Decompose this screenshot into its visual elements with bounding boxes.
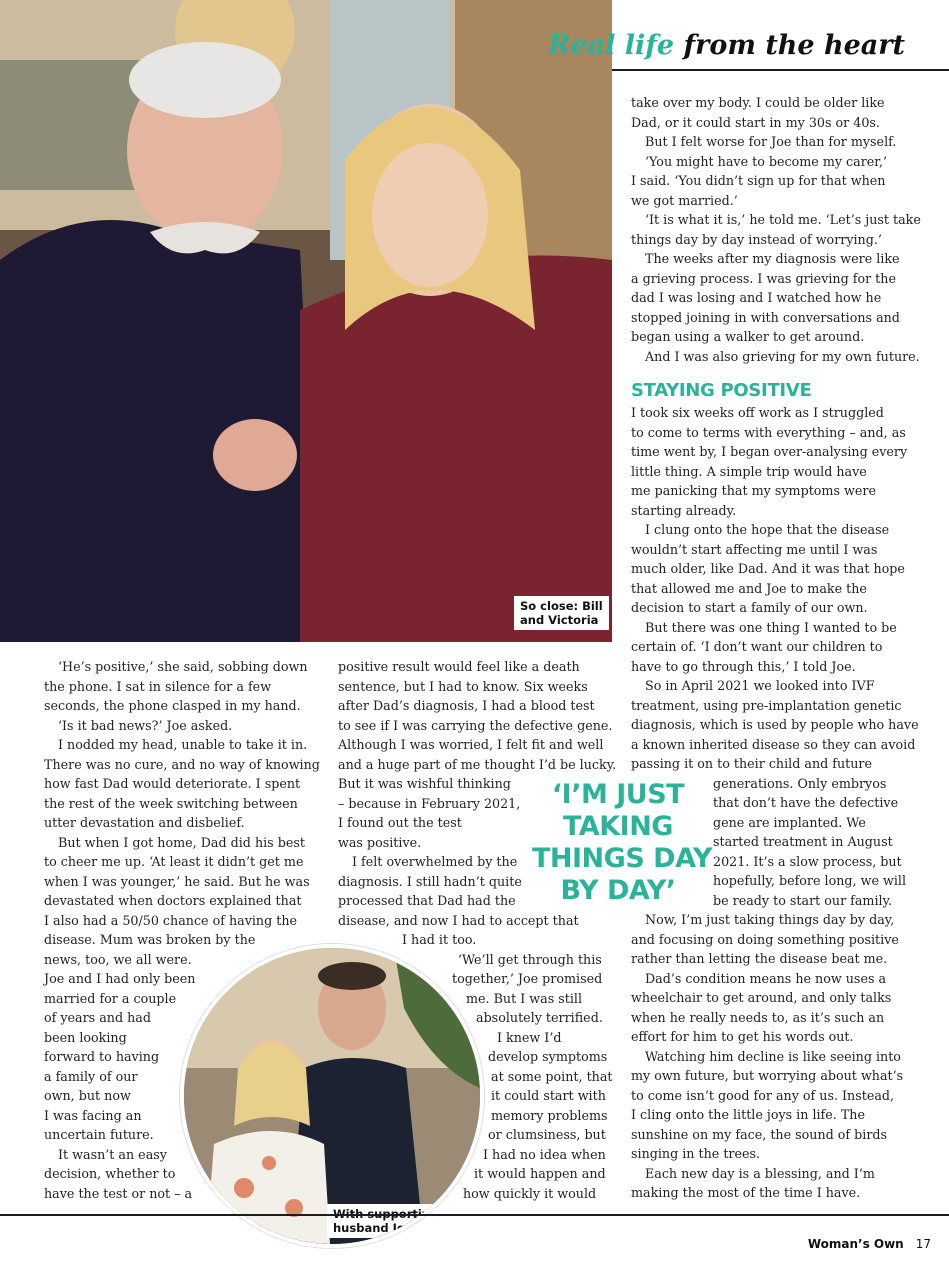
body-text-line: I clung onto the hope that the disease — [645, 522, 890, 537]
body-text-line: I cling onto the little joys in life. The — [631, 1107, 865, 1122]
body-text-line: at some point, that — [491, 1068, 613, 1084]
body-text-line: disease, and now I had to accept that — [338, 912, 579, 928]
body-text-line: ‘You might have to become my carer,’ — [645, 153, 888, 169]
body-text-line: But it was wishful thinking — [338, 776, 511, 791]
body-text-line: Joe and I had only been — [44, 971, 196, 986]
body-text-line: together,’ Joe promised — [452, 971, 603, 986]
body-text-line: certain of. ‘I don’t want our children to — [631, 639, 883, 654]
body-text-line: devastated when doctors explained that — [44, 893, 302, 908]
body-text-line: of years and had — [44, 1010, 151, 1025]
body-text-line: news, too, we all were. — [44, 951, 192, 967]
body-text-line: and focusing on doing something positive — [631, 931, 899, 947]
body-text-line: wheelchair to get around, and only talks — [631, 990, 892, 1005]
inset-photo-illustration — [184, 948, 480, 1244]
body-text-line: rather than letting the disease beat me. — [631, 951, 888, 966]
body-text-line: The weeks after my diagnosis were like — [645, 251, 900, 266]
body-text-line: Dad’s condition means he now uses a — [645, 970, 887, 986]
inset-photo — [180, 944, 484, 1248]
body-text-line: time went by, I began over-analysing every — [631, 444, 908, 459]
body-text-line: it could start with — [491, 1088, 606, 1103]
body-text-line: things day by day instead of worrying.’ — [631, 231, 882, 247]
body-text-line: I felt overwhelmed by the — [352, 854, 518, 869]
body-text-line: I had it too. — [402, 932, 477, 947]
body-text-line: the rest of the week switching between — [44, 795, 298, 811]
main-photo-caption — [514, 596, 609, 630]
body-text-line: me panicking that my symptoms were — [631, 483, 876, 498]
body-text-line: ‘Is it bad news?’ Joe asked. — [58, 717, 233, 733]
body-text-line: that don’t have the defective — [713, 795, 899, 810]
body-text-line: was positive. — [338, 834, 422, 850]
body-text-line: It wasn’t an easy — [58, 1146, 167, 1162]
body-text-line: own, but now — [44, 1088, 131, 1103]
body-text-line: my own future, but worrying about what’s — [631, 1068, 904, 1083]
main-photo-illustration — [0, 0, 612, 642]
body-text-line: I said. ‘You didn’t sign up for that when — [631, 173, 886, 188]
main-photo-caption-line: So close: Bill — [520, 599, 603, 613]
body-text-line: – because in February 2021, — [338, 795, 521, 811]
body-text-line: a grieving process. I was grieving for the — [631, 270, 896, 286]
body-text-line: treatment, using pre-implantation genetic — [631, 697, 902, 713]
body-text-line: positive result would feel like a death — [338, 659, 580, 674]
body-text-line: gene are implanted. We — [713, 814, 866, 830]
body-text-line: forward to having — [44, 1049, 160, 1064]
body-text-line: and a huge part of me thought I’d be lucky. — [338, 756, 617, 772]
body-text-line: So in April 2021 we looked into IVF — [645, 678, 875, 693]
body-text-line: disease. Mum was broken by the — [44, 932, 256, 947]
body-text-line: And I was also grieving for my own future. — [645, 348, 920, 364]
body-text-line: memory problems — [491, 1107, 608, 1123]
body-text-line: I nodded my head, unable to take it in. — [58, 737, 308, 752]
body-text-line: much older, like Dad. And it was that hope — [631, 561, 905, 576]
body-text-line: diagnosis, which is used by people who have — [631, 717, 919, 732]
page-footer — [808, 1237, 931, 1251]
section-title-part: Real life — [548, 30, 675, 61]
body-text-line: I found out the test — [338, 815, 462, 830]
body-text-line: dad I was losing and I watched how he — [631, 290, 882, 305]
body-text-line: Each new day is a blessing, and I’m — [645, 1165, 875, 1181]
body-text-line: wouldn’t start affecting me until I was — [631, 541, 878, 557]
body-text-line: have to go through this,’ I told Joe. — [631, 658, 856, 674]
inset-photo-caption-line: husband Joe — [333, 1221, 413, 1235]
body-text-line: sunshine on my face, the sound of birds — [631, 1126, 888, 1142]
body-text-line: me. But I was still — [466, 990, 583, 1006]
body-text-line: a known inherited disease so they can avoid — [631, 736, 916, 752]
body-text-line: There was no cure, and no way of knowing — [44, 756, 320, 772]
body-text-line: absolutely terrified. — [476, 1010, 603, 1025]
body-text-line: utter devastation and disbelief. — [44, 815, 245, 830]
body-text-line: how quickly it would — [463, 1185, 597, 1201]
body-text-line: to come isn’t good for any of us. Instead, — [631, 1087, 895, 1103]
body-text-line: starting already. — [631, 502, 737, 518]
pull-quote-line: BY DAY’ — [560, 875, 676, 906]
body-text-line: or clumsiness, but — [488, 1127, 606, 1142]
body-text-line: processed that Dad had the — [338, 893, 516, 908]
body-text-line: effort for him to get his words out. — [631, 1029, 854, 1044]
body-text-line: sentence, but I had to know. Six weeks — [338, 678, 588, 694]
body-text-line: passing it on to their child and future — [631, 756, 872, 771]
inset-photo-caption — [327, 1204, 443, 1238]
body-text-line: it would happen and — [474, 1166, 606, 1181]
body-text-line: stopped joining in with conversations and — [631, 309, 900, 325]
column-3-top — [631, 93, 921, 366]
body-text-line: I also had a 50/50 chance of having the — [44, 912, 298, 928]
body-text-line: making the most of the time I have. — [631, 1185, 861, 1200]
body-text-line: diagnosis. I still hadn’t quite — [338, 873, 522, 889]
body-text-line: to see if I was carrying the defective gene. — [338, 717, 613, 733]
body-text-line: married for a couple — [44, 990, 177, 1006]
main-photo — [0, 0, 612, 642]
body-text-line: But there was one thing I wanted to be — [645, 619, 897, 635]
body-text-line: when I was younger,’ he said. But he was — [44, 873, 310, 889]
body-text-line: But when I got home, Dad did his best — [58, 834, 305, 850]
body-text-line: ‘It is what it is,’ he told me. ‘Let’s just take — [645, 212, 921, 227]
body-text-line: be ready to start our family. — [713, 892, 893, 908]
body-text-line: decision to start a family of our own. — [631, 600, 868, 615]
body-text-line: hopefully, before long, we will — [713, 873, 907, 888]
body-text-line: generations. Only embryos — [713, 775, 887, 791]
section-title — [548, 28, 905, 64]
body-text-line: seconds, the phone clasped in my hand. — [44, 698, 301, 713]
footer-divider — [0, 1214, 949, 1216]
body-text-line: Watching him decline is like seeing into — [645, 1048, 901, 1064]
body-text-line: I was facing an — [44, 1107, 142, 1123]
body-text-line: 2021. It’s a slow process, but — [713, 853, 902, 869]
subhead: STAYING POSITIVE — [631, 380, 812, 401]
body-text-line: ‘We’ll get through this — [458, 951, 602, 967]
body-text-line: to cheer me up. ‘At least it didn’t get me — [44, 854, 304, 869]
body-text-line: Now, I’m just taking things day by day, — [645, 912, 895, 927]
pull-quote-line: ‘I’M JUST — [551, 779, 685, 810]
page-number: 17 — [915, 1237, 931, 1251]
pull-quote-line: TAKING — [563, 811, 673, 842]
body-text-line: the phone. I sat in silence for a few — [44, 678, 272, 694]
body-text-line: started treatment in August — [713, 834, 893, 849]
body-text-line: I knew I’d — [497, 1029, 562, 1045]
body-text-line: little thing. A simple trip would have — [631, 463, 867, 479]
body-text-line: how fast Dad would deteriorate. I spent — [44, 776, 301, 791]
body-text-line: after Dad’s diagnosis, I had a blood test — [338, 698, 595, 713]
body-text-line: been looking — [44, 1029, 127, 1045]
body-text-line: develop symptoms — [488, 1049, 608, 1064]
pull-quote-line: THINGS DAY — [532, 843, 712, 874]
body-text-line: singing in the trees. — [631, 1146, 761, 1161]
body-text-line: But I felt worse for Joe than for myself. — [645, 134, 897, 149]
body-text-line: Although I was worried, I felt fit and well — [338, 737, 604, 752]
body-text-line: uncertain future. — [44, 1127, 154, 1142]
body-text-line: that allowed me and Joe to make the — [631, 580, 867, 596]
body-text-line: we got married.’ — [631, 192, 738, 208]
magazine-name: Woman’s Own — [807, 1237, 904, 1251]
main-photo-caption-line: and Victoria — [520, 613, 599, 627]
section-title-part: from the heart — [683, 30, 905, 61]
body-text-line: I had no idea when — [483, 1146, 606, 1162]
body-text-line: take over my body. I could be older like — [631, 95, 885, 110]
header-divider — [612, 69, 949, 71]
pull-quote — [532, 779, 712, 907]
body-text-line: I took six weeks off work as I struggled — [631, 405, 884, 420]
body-text-line: began using a walker to get around. — [631, 329, 865, 344]
body-text-line: a family of our — [44, 1068, 138, 1084]
body-text-line: to come to terms with everything – and, as — [631, 424, 906, 440]
body-text-line: ‘He’s positive,’ she said, sobbing down — [58, 659, 308, 674]
body-text-line: when he really needs to, as it’s such an — [631, 1009, 885, 1025]
body-text-line: decision, whether to — [44, 1166, 176, 1181]
body-text-line: Dad, or it could start in my 30s or 40s. — [631, 114, 880, 130]
body-text-line: have the test or not – a — [44, 1185, 193, 1201]
